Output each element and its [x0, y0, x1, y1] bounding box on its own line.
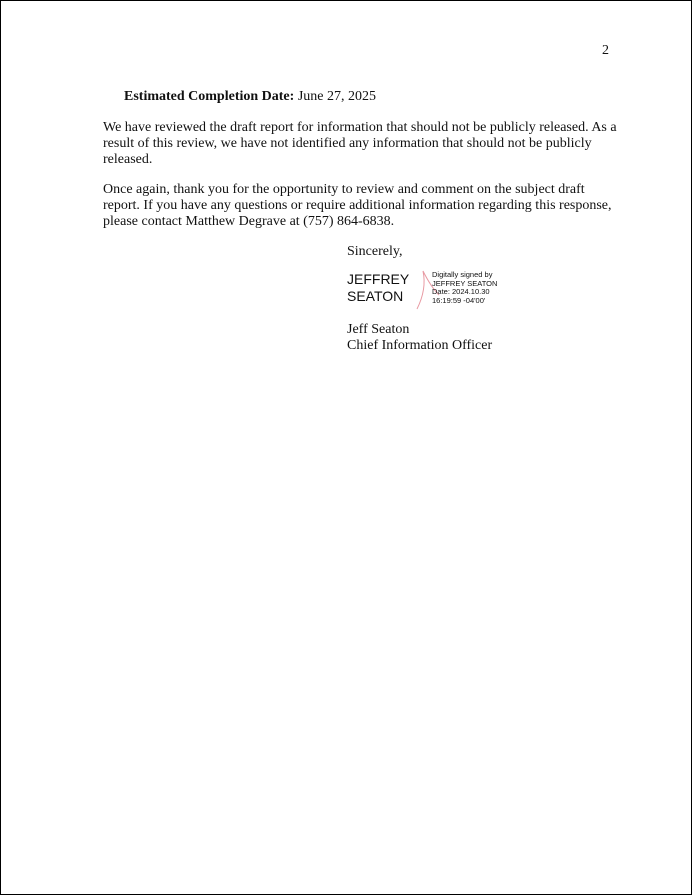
signature-first-name: JEFFREY: [347, 271, 410, 287]
signer-name: Jeff Seaton: [347, 322, 410, 337]
signer-title: Chief Information Officer: [347, 338, 493, 353]
signer-block: [347, 322, 492, 354]
signature-details: [432, 271, 497, 305]
digital-signature: [347, 267, 517, 311]
estimated-completion-date: [124, 89, 376, 105]
review-paragraph: We have reviewed the draft report for information that should not be publicly released. As a result of this review, we have not identified any information that should not be publicly released.: [103, 120, 617, 167]
signature-detail-line: JEFFREY SEATON: [432, 278, 498, 288]
signature-name: [347, 271, 409, 305]
signature-detail-line: 16:19:59 -04'00': [432, 295, 486, 305]
completion-date-value: June 27, 2025: [297, 89, 376, 104]
signature-last-name: SEATON: [347, 288, 404, 304]
signature-detail-line: Date: 2024.10.30: [432, 287, 490, 297]
page-number: 2: [602, 43, 609, 58]
closing: Sincerely,: [347, 244, 403, 259]
thank-you-paragraph: Once again, thank you for the opportunity to review and comment on the subject draft report. If you have any questions or require additional information regarding this response, please contact Matthew Degrave at (757) 864-6838.: [103, 182, 612, 229]
signature-detail-line: Digitally signed by: [432, 270, 493, 279]
completion-date-label: Estimated Completion Date:: [124, 89, 295, 104]
